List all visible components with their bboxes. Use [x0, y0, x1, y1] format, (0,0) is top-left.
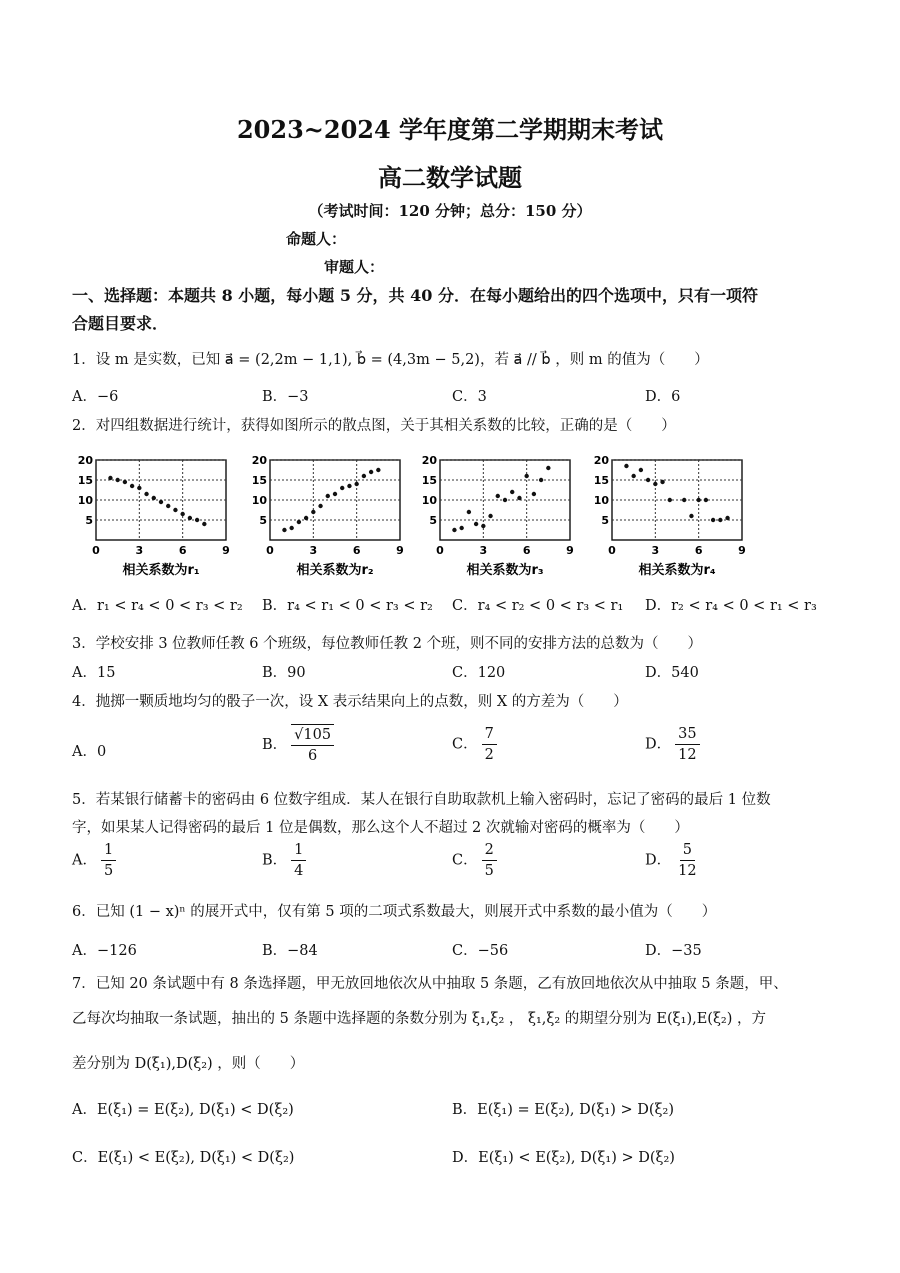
question-4: 4．抛掷一颗质地均匀的骰子一次，设 X 表示结果向上的点数，则 X 的方差为（ ） — [72, 694, 628, 710]
q6-option-d: D．−35 — [645, 943, 702, 959]
question-7: 7．已知 20 条试题中有 8 条选择题，甲无放回地依次从中抽取 5 条题，乙有放回地依次从中抽取 5 条题，甲、 — [72, 976, 788, 992]
scatter-point — [467, 510, 471, 514]
x-tick-label: 3 — [479, 544, 488, 557]
q4-option-c: C． $\frac{7}{2}$ — [452, 724, 497, 765]
y-tick-label: 5 — [85, 514, 93, 527]
y-tick-label: 10 — [251, 494, 267, 507]
scatter-chart-1 — [78, 450, 238, 584]
scatter-point — [546, 466, 550, 470]
scatter-point — [180, 512, 184, 516]
q6-option-a: A．−126 — [72, 943, 137, 959]
scatter-point — [123, 480, 127, 484]
q6-option-c: C．−56 — [452, 943, 509, 959]
x-tick-label: 6 — [178, 544, 187, 557]
q7-option-a: A．E(ξ₁) = E(ξ₂), D(ξ₁) < D(ξ₂) — [72, 1102, 294, 1118]
scatter-chart-3 — [422, 450, 582, 584]
scatter-point — [524, 474, 528, 478]
scatter-point — [152, 496, 156, 500]
scatter-point — [532, 492, 536, 496]
q1-option-c: C．3 — [452, 389, 487, 405]
scatter-point — [173, 508, 177, 512]
scatter-point — [539, 478, 543, 482]
q4-b-denominator: 6 — [308, 748, 318, 764]
scatter-point — [369, 470, 373, 474]
scatter-point — [144, 492, 148, 496]
scatter-point — [718, 518, 722, 522]
scatter-point — [297, 520, 301, 524]
q5-option-c: C． $\frac{2}{5}$ — [452, 840, 497, 881]
scatter-point — [326, 494, 330, 498]
scatter-point — [340, 486, 344, 490]
reviewer-label: 审题人： — [324, 258, 385, 276]
scatter-point — [195, 518, 199, 522]
y-tick-label: 10 — [593, 494, 609, 507]
scatter-point — [311, 510, 315, 514]
y-tick-label: 20 — [251, 454, 267, 467]
q1-option-b: B．−3 — [262, 389, 309, 405]
scatter-point — [631, 474, 635, 478]
scatter-point — [689, 514, 693, 518]
q5-option-a: A． $\frac{1}{5}$ — [72, 840, 116, 881]
scatter-point — [646, 478, 650, 482]
q4-d-denominator: 12 — [678, 747, 697, 763]
scatter-point — [362, 474, 366, 478]
chart-xlabel: 相关系数为r₃ — [466, 563, 544, 578]
y-tick-label: 15 — [77, 474, 93, 487]
scatter-point — [159, 500, 163, 504]
q5-d-numerator: 5 — [680, 840, 695, 861]
scatter-point — [130, 484, 134, 488]
y-tick-label: 15 — [593, 474, 609, 487]
q5-d-denominator: 12 — [678, 863, 697, 879]
x-tick-label: 9 — [222, 544, 230, 557]
q2-option-a: A．r₁ < r₄ < 0 < r₃ < r₂ — [72, 598, 243, 614]
scatter-point — [696, 498, 700, 502]
y-tick-label: 10 — [421, 494, 437, 507]
q5-c-denominator: 5 — [484, 863, 494, 879]
question-6: 6．已知 (1 − x)ⁿ 的展开式中，仅有第 5 项的二项式系数最大，则展开式中系数的最小值为（ ） — [72, 904, 717, 920]
scatter-point — [188, 516, 192, 520]
scatter-point — [282, 528, 286, 532]
scatter-point — [376, 468, 380, 472]
q5-option-d: D． $\frac{5}{12}$ — [645, 840, 700, 881]
scatter-point — [711, 518, 715, 522]
setter-label: 命题人： — [286, 230, 347, 248]
q2-option-c: C．r₄ < r₂ < 0 < r₃ < r₁ — [452, 598, 624, 614]
q4-option-d: D． $\frac{35}{12}$ — [645, 724, 700, 765]
x-tick-label: 9 — [738, 544, 746, 557]
scatter-point — [318, 504, 322, 508]
x-tick-label: 6 — [352, 544, 361, 557]
scatter-point — [459, 526, 463, 530]
q3-option-a: A．15 — [72, 665, 116, 681]
scatter-point — [496, 494, 500, 498]
scatter-point — [682, 498, 686, 502]
scatter-point — [704, 498, 708, 502]
exam-subtitle: 高二数学试题 — [378, 163, 522, 192]
scatter-point — [347, 484, 351, 488]
scatter-point — [503, 498, 507, 502]
question-5: 5．若某银行储蓄卡的密码由 6 位数字组成．某人在银行自助取款机上输入密码时，忘记了密码的最后 1 位数 — [72, 792, 771, 808]
y-tick-label: 20 — [421, 454, 437, 467]
q1-option-a: A．−6 — [72, 389, 119, 405]
scatter-point — [668, 498, 672, 502]
q5-a-numerator: 1 — [101, 840, 116, 861]
x-tick-label: 0 — [266, 544, 274, 557]
scatter-point — [653, 482, 657, 486]
y-tick-label: 20 — [593, 454, 609, 467]
y-tick-label: 5 — [429, 514, 437, 527]
section-heading-cont: 合题目要求． — [72, 314, 169, 333]
q3-option-d: D．540 — [645, 665, 699, 681]
q7-option-d: D．E(ξ₁) < E(ξ₂), D(ξ₁) > D(ξ₂) — [452, 1150, 675, 1166]
x-tick-label: 9 — [396, 544, 404, 557]
x-tick-label: 6 — [694, 544, 703, 557]
scatter-point — [488, 514, 492, 518]
scatter-point — [304, 516, 308, 520]
scatter-chart-2 — [252, 450, 412, 584]
scatter-point — [166, 504, 170, 508]
scatter-point — [624, 464, 628, 468]
section-heading: 一、选择题：本题共 8 小题，每小题 5 分，共 40 分．在每小题给出的四个选项中，只有一项符 — [72, 286, 758, 305]
x-tick-label: 0 — [436, 544, 444, 557]
y-tick-label: 15 — [421, 474, 437, 487]
scatter-point — [354, 482, 358, 486]
scatter-point — [481, 524, 485, 528]
y-tick-label: 15 — [251, 474, 267, 487]
q4-option-a: A．0 — [72, 744, 107, 760]
q5-b-denominator: 4 — [294, 863, 304, 879]
question-1: 1．设 m 是实数，已知 a⃗ = (2,2m − 1,1), b⃗ = (4,3m − 5,2)，若 a⃗ // b⃗ ，则 m 的值为（ ） — [72, 352, 709, 368]
q5-b-numerator: 1 — [291, 840, 306, 861]
scatter-point — [725, 516, 729, 520]
scatter-point — [639, 468, 643, 472]
question-2: 2．对四组数据进行统计，获得如图所示的散点图，关于其相关系数的比较，正确的是（ ） — [72, 418, 676, 434]
scatter-point — [452, 528, 456, 532]
scatter-point — [474, 522, 478, 526]
scatter-point — [333, 492, 337, 496]
scatter-point — [202, 522, 206, 526]
chart-xlabel: 相关系数为r₁ — [122, 563, 200, 578]
y-tick-label: 10 — [77, 494, 93, 507]
q5-option-b: B． $\frac{1}{4}$ — [262, 840, 306, 881]
scatter-point — [137, 486, 141, 490]
q4-option-b: B． $\frac{√105}{6}$ — [262, 724, 334, 766]
q5-a-denominator: 5 — [103, 863, 114, 879]
q4-c-numerator: 7 — [482, 724, 497, 745]
q4-d-numerator: 35 — [675, 724, 699, 745]
x-tick-label: 3 — [651, 544, 660, 557]
chart-xlabel: 相关系数为r₂ — [296, 563, 374, 578]
q2-option-d: D．r₂ < r₄ < 0 < r₁ < r₃ — [645, 598, 817, 614]
x-tick-label: 3 — [309, 544, 318, 557]
scatter-chart-4 — [594, 450, 754, 584]
x-tick-label: 6 — [522, 544, 531, 557]
chart-xlabel: 相关系数为r₄ — [638, 563, 716, 578]
y-tick-label: 5 — [259, 514, 267, 527]
q1-option-d: D．6 — [645, 389, 681, 405]
question-7-cont2: 差分别为 D(ξ₁),D(ξ₂) ，则（ ） — [72, 1056, 305, 1072]
q7-option-b: B．E(ξ₁) = E(ξ₂), D(ξ₁) > D(ξ₂) — [452, 1102, 674, 1118]
q3-option-c: C．120 — [452, 665, 506, 681]
exam-info: （考试时间：120 分钟；总分：150 分） — [308, 202, 592, 220]
x-tick-label: 3 — [135, 544, 144, 557]
q7-option-c: C．E(ξ₁) < E(ξ₂), D(ξ₁) < D(ξ₂) — [72, 1150, 295, 1166]
scatter-point — [510, 490, 514, 494]
q4-b-numerator: √105 — [291, 724, 334, 746]
scatter-point — [115, 478, 119, 482]
q6-option-b: B．−84 — [262, 943, 318, 959]
scatter-point — [108, 476, 112, 480]
scatter-point — [289, 526, 293, 530]
q4-c-denominator: 2 — [484, 747, 494, 763]
question-3: 3．学校安排 3 位教师任教 6 个班级，每位教师任教 2 个班，则不同的安排方法的总数为（ ） — [72, 636, 703, 652]
x-tick-label: 0 — [608, 544, 616, 557]
q3-option-b: B．90 — [262, 665, 306, 681]
exam-title: 2023~2024 学年度第二学期期末考试 — [236, 115, 664, 144]
y-tick-label: 20 — [77, 454, 93, 467]
question-5-cont: 字，如果某人记得密码的最后 1 位是偶数，那么这个人不超过 2 次就输对密码的概率为（ ） — [72, 820, 689, 836]
scatter-point — [517, 496, 521, 500]
q5-c-numerator: 2 — [482, 840, 497, 861]
x-tick-label: 9 — [566, 544, 574, 557]
x-tick-label: 0 — [92, 544, 100, 557]
y-tick-label: 5 — [601, 514, 609, 527]
question-7-cont: 乙每次均抽取一条试题，抽出的 5 条题中选择题的条数分别为 ξ₁,ξ₂ ， ξ₁,ξ₂ 的期望分别为 E(ξ₁),E(ξ₂) ，方 — [72, 1011, 767, 1027]
q2-option-b: B．r₄ < r₁ < 0 < r₃ < r₂ — [262, 598, 433, 614]
scatter-point — [660, 480, 664, 484]
